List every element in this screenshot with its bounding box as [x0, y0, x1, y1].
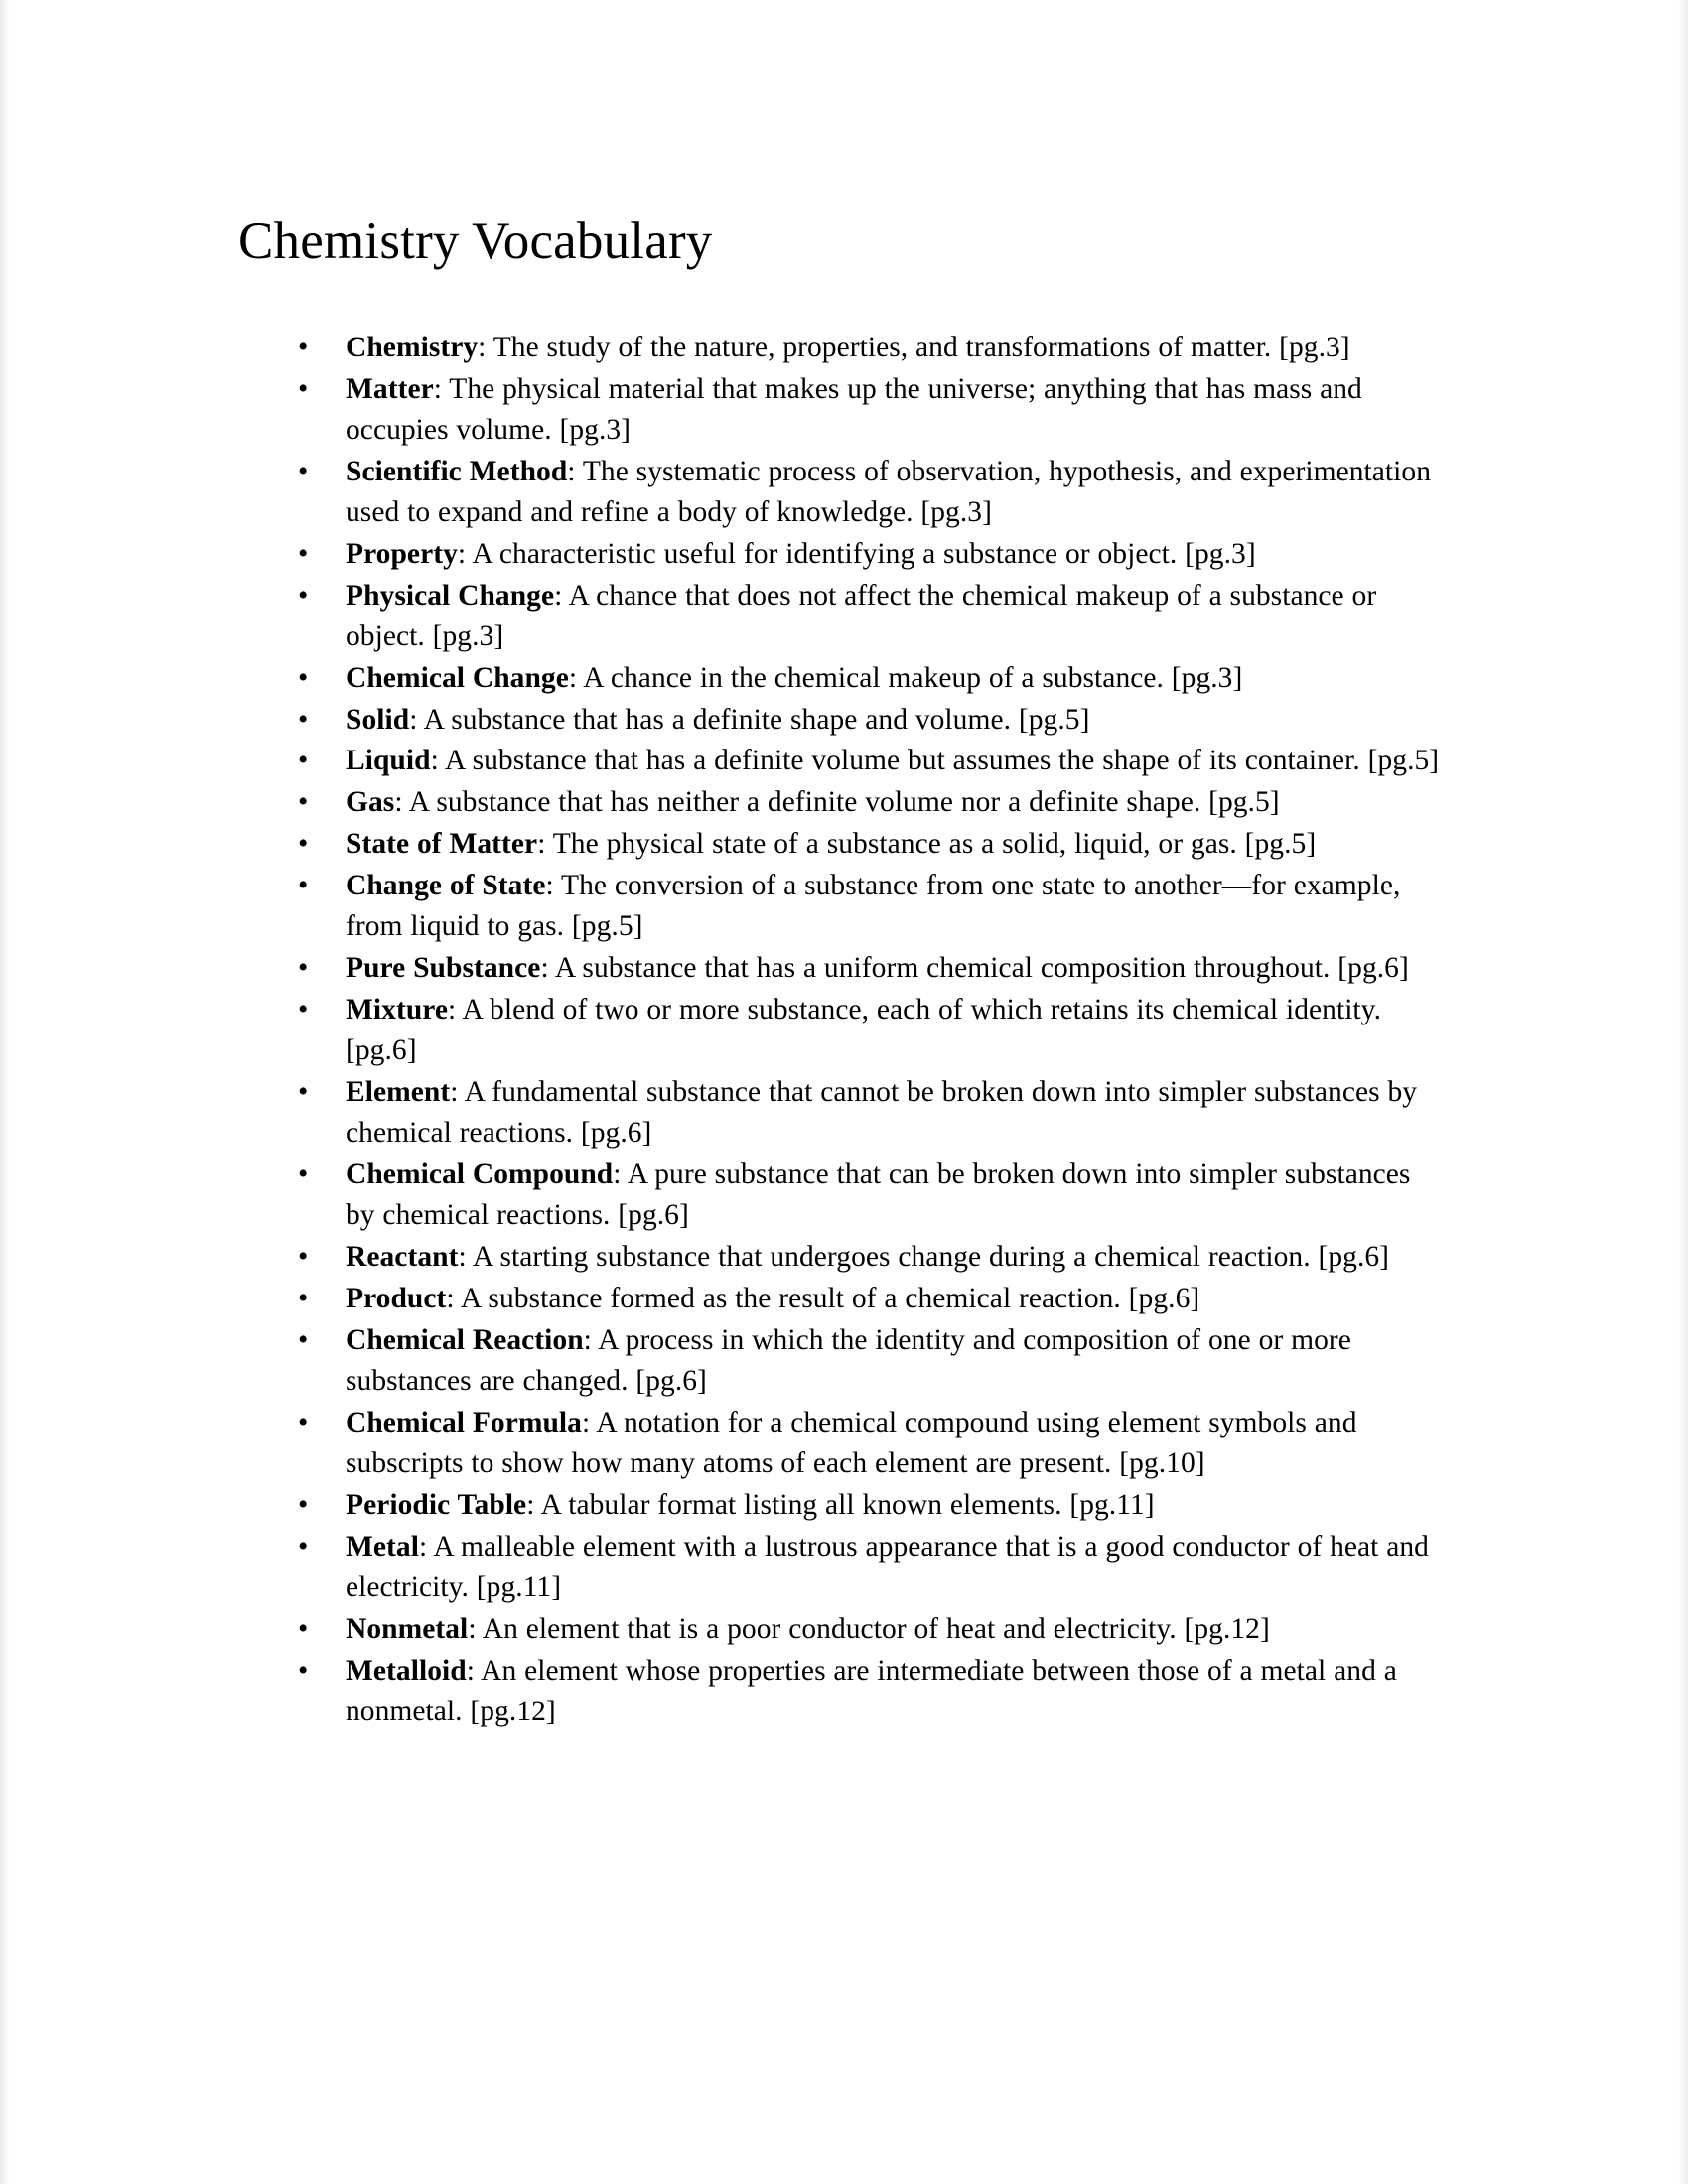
vocabulary-definition: : A fundamental substance that cannot be broken down into simpler substances by chemical reactions. [pg.6]	[346, 1075, 1418, 1150]
vocabulary-term: Chemical Compound	[346, 1158, 614, 1190]
vocabulary-term: Reactant	[346, 1241, 459, 1274]
vocabulary-definition: : A characteristic useful for identifying a substance or object. [pg.3]	[457, 537, 1256, 570]
vocabulary-term: Chemistry	[346, 332, 479, 363]
scan-edge-right	[1678, 0, 1688, 2184]
vocabulary-definition: : The physical state of a substance as a solid, liquid, or gas. [pg.5]	[537, 828, 1317, 861]
vocabulary-entry	[294, 1320, 1446, 1403]
vocabulary-term: Periodic Table	[346, 1488, 527, 1521]
vocabulary-entry	[294, 1609, 1446, 1650]
vocabulary-entry	[294, 1651, 1446, 1733]
vocabulary-entry	[294, 1403, 1446, 1485]
vocabulary-term: Metal	[346, 1530, 419, 1563]
vocabulary-term: Pure Substance	[346, 951, 541, 984]
bullet-icon: •	[298, 1075, 309, 1108]
vocabulary-definition: : A malleable element with a lustrous appearance that is a good conductor of heat and electricity. [pg.11]	[346, 1530, 1429, 1603]
bullet-icon: •	[298, 869, 309, 901]
bullet-icon: •	[298, 1282, 309, 1314]
bullet-icon: •	[298, 951, 309, 984]
bullet-icon: •	[298, 1241, 309, 1274]
bullet-icon: •	[298, 372, 309, 405]
vocabulary-definition: : The physical material that makes up the universe; anything that has mass and occupies volume. [pg.3]	[346, 372, 1362, 447]
bullet-icon: •	[298, 786, 309, 819]
scan-edge-left	[0, 0, 10, 2184]
vocabulary-entry	[294, 824, 1446, 865]
vocabulary-definition: : A substance that has a definite shape and volume. [pg.5]	[409, 703, 1090, 736]
vocabulary-term: Chemical Change	[346, 661, 569, 694]
bullet-icon: •	[298, 1406, 309, 1438]
vocabulary-definition: : A tabular format listing all known elements. [pg.11]	[526, 1488, 1155, 1521]
vocabulary-definition: : The conversion of a substance from one state to another—for example, from liquid to gas. [pg.5]	[346, 869, 1401, 943]
vocabulary-entry	[294, 700, 1446, 741]
vocabulary-entry	[294, 866, 1446, 948]
vocabulary-term: Property	[346, 537, 458, 570]
bullet-icon: •	[298, 993, 309, 1025]
bullet-icon: •	[298, 1488, 309, 1521]
vocabulary-definition: : A blend of two or more substance, each of which retains its chemical identity. [pg.6]	[346, 993, 1381, 1067]
vocabulary-definition: : A chance in the chemical makeup of a substance. [pg.3]	[568, 661, 1243, 694]
bullet-icon: •	[298, 745, 309, 777]
vocabulary-definition: : A chance that does not affect the chemical makeup of a substance or object. [pg.3]	[346, 579, 1377, 653]
vocabulary-definition: : A process in which the identity and composition of one or more substances are changed. [pg.6]	[346, 1323, 1351, 1397]
bullet-icon: •	[298, 1530, 309, 1563]
bullet-icon: •	[298, 537, 309, 570]
vocabulary-definition: : A starting substance that undergoes change during a chemical reaction. [pg.6]	[458, 1241, 1390, 1274]
vocabulary-entry	[294, 576, 1446, 658]
page-title: Chemistry Vocabulary	[238, 211, 713, 270]
vocabulary-definition: : A substance that has a definite volume but assumes the shape of its container. [pg.5]	[430, 745, 1440, 777]
vocabulary-term: Scientific Method	[346, 455, 568, 487]
vocabulary-list	[294, 328, 1446, 1733]
vocabulary-term: Nonmetal	[346, 1612, 469, 1645]
bullet-icon: •	[298, 332, 309, 363]
bullet-icon: •	[298, 455, 309, 487]
vocabulary-entry	[294, 328, 1446, 368]
vocabulary-definition: : The study of the nature, properties, and transformations of matter. [pg.3]	[478, 332, 1350, 363]
bullet-icon: •	[298, 1654, 309, 1687]
vocabulary-definition: : The systematic process of observation, hypothesis, and experimentation used to expand and refine a body of knowledge. [pg.3]	[346, 455, 1432, 529]
vocabulary-term: Solid	[346, 703, 410, 736]
vocabulary-term: Chemical Formula	[346, 1406, 582, 1438]
vocabulary-entry	[294, 948, 1446, 989]
bullet-icon: •	[298, 579, 309, 612]
vocabulary-entry	[294, 658, 1446, 699]
vocabulary-term: Metalloid	[346, 1654, 467, 1687]
vocabulary-entry	[294, 1485, 1446, 1526]
vocabulary-entry	[294, 369, 1446, 452]
vocabulary-entry	[294, 990, 1446, 1072]
vocabulary-term: Liquid	[346, 745, 431, 777]
bullet-icon: •	[298, 703, 309, 736]
vocabulary-entry	[294, 782, 1446, 823]
vocabulary-definition: : A pure substance that can be broken down into simpler substances by chemical reactions. [pg.6]	[346, 1158, 1411, 1232]
bullet-icon: •	[298, 661, 309, 694]
vocabulary-definition: : An element that is a poor conductor of heat and electricity. [pg.12]	[468, 1612, 1270, 1645]
bullet-icon: •	[298, 1158, 309, 1190]
vocabulary-term: Product	[346, 1282, 447, 1314]
vocabulary-entry	[294, 1237, 1446, 1278]
vocabulary-term: Change of State	[346, 869, 546, 901]
vocabulary-definition: : A substance that has a uniform chemical composition throughout. [pg.6]	[540, 951, 1409, 984]
vocabulary-term: Physical Change	[346, 579, 555, 612]
bullet-icon: •	[298, 1323, 309, 1356]
vocabulary-definition: : A substance that has neither a definite volume nor a definite shape. [pg.5]	[394, 786, 1280, 819]
vocabulary-entry	[294, 1279, 1446, 1319]
bullet-icon: •	[298, 828, 309, 861]
vocabulary-entry	[294, 1072, 1446, 1155]
vocabulary-term: Matter	[346, 372, 434, 405]
vocabulary-term: Gas	[346, 786, 395, 819]
vocabulary-entry	[294, 741, 1446, 781]
vocabulary-entry	[294, 1527, 1446, 1609]
bullet-icon: •	[298, 1612, 309, 1645]
vocabulary-term: Mixture	[346, 993, 449, 1025]
vocabulary-definition: : An element whose properties are intermediate between those of a metal and a nonmetal. [pg.12]	[346, 1654, 1397, 1727]
vocabulary-term: State of Matter	[346, 828, 538, 861]
vocabulary-entry	[294, 452, 1446, 534]
vocabulary-definition: : A notation for a chemical compound using element symbols and subscripts to show how many atoms of each element are present. [pg.10]	[346, 1406, 1357, 1480]
vocabulary-term: Chemical Reaction	[346, 1323, 584, 1356]
vocabulary-entry	[294, 534, 1446, 575]
vocabulary-entry	[294, 1155, 1446, 1237]
vocabulary-term: Element	[346, 1075, 451, 1108]
vocabulary-definition: : A substance formed as the result of a chemical reaction. [pg.6]	[446, 1282, 1200, 1314]
